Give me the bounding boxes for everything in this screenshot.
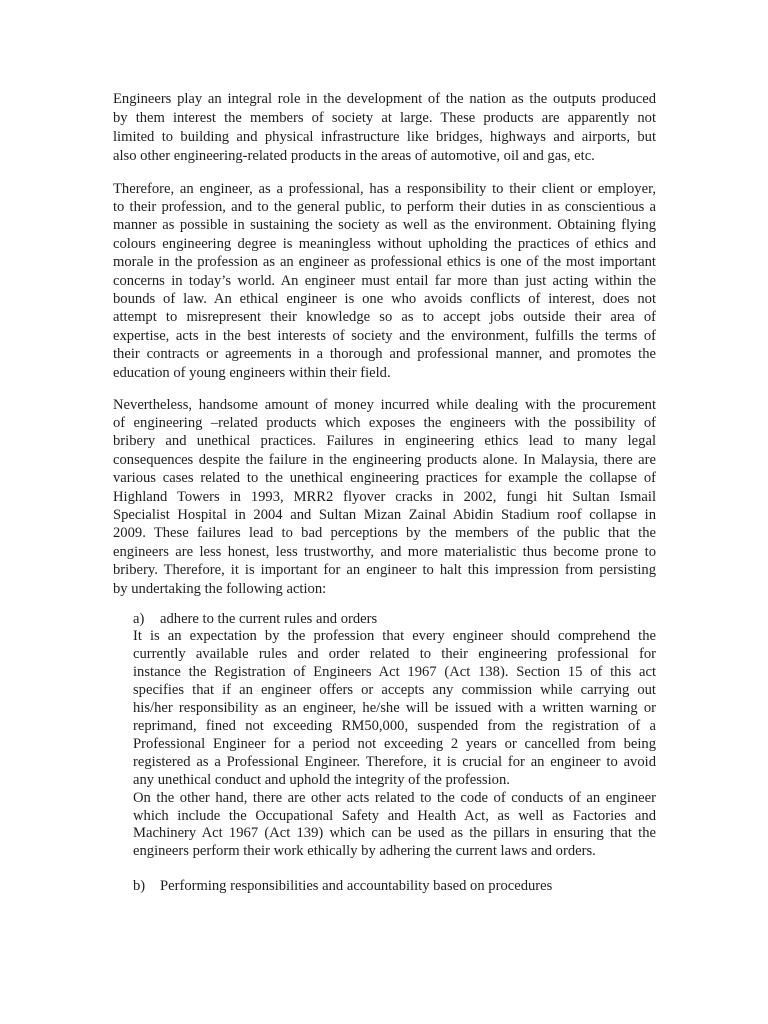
text-line: their contracts or agreements in a thorough and professional manner, and promotes the <box>113 346 656 363</box>
text-line: bribery. Therefore, it is important for an engineer to halt this impression from persisting <box>113 562 656 579</box>
paragraph-intro <box>113 90 656 166</box>
list-heading-a: adhere to the current rules and orders <box>160 611 378 627</box>
text-line: On the other hand, there are other acts related to the code of conducts of an engineer <box>133 789 656 806</box>
text-line: consequences despite the failure in the engineering products alone. In Malaysia, there are <box>113 451 656 468</box>
text-line: morale in the profession as an engineer as professional ethics is one of the most important <box>113 254 656 271</box>
text-line: engineers are less honest, less trustworthy, and more materialistic thus become prone to <box>113 543 656 560</box>
text-line: Highland Towers in 1993, MRR2 flyover cracks in 2002, fungi hit Sultan Ismail <box>113 488 656 505</box>
text-line: bribery and unethical practices. Failures in engineering ethics lead to many legal <box>113 433 656 450</box>
text-line: It is an expectation by the profession that every engineer should comprehend the <box>133 628 656 644</box>
text-line: Machinery Act 1967 (Act 139) which can be used as the pillars in ensuring that the <box>133 825 656 842</box>
list-item-a <box>133 610 377 628</box>
text-line: of engineering –related products which exposes the engineers with the possibility of <box>113 414 656 431</box>
list-item-b <box>133 877 552 895</box>
text-line: which include the Occupational Safety and Health Act, as well as Factories and <box>133 807 656 824</box>
text-line: 2009. These failures lead to bad perceptions by the members of the public that the <box>113 525 656 542</box>
text-line: by undertaking the following action: <box>113 580 327 597</box>
paragraph-rules-and-orders <box>133 628 656 861</box>
text-line: his/her responsibility as an engineer, he/she will be issued with a written warning or <box>133 699 656 716</box>
text-line: limited to building and physical infrastructure like bridges, highways and airports, but <box>113 129 656 145</box>
text-line: Professional Engineer for a period not exceeding 2 years or cancelled from being <box>133 735 656 752</box>
text-line: by them interest the members of society at large. These products are apparently not <box>113 110 656 126</box>
text-line: any unethical conduct and uphold the integrity of the profession. <box>133 771 510 788</box>
paragraph-professional-responsibility <box>113 180 656 382</box>
text-line: colours engineering degree is meaningless without upholding the practices of ethics and <box>113 235 656 252</box>
text-line: attempt to misrepresent their knowledge so as to accept jobs outside their area of <box>113 309 656 326</box>
text-line: reprimand, fined not exceeding RM50,000, suspended from the registration of a <box>133 717 656 734</box>
text-line: to their profession, and to the general public, to perform their duties in as conscientious a <box>113 198 656 215</box>
list-label-b: b) <box>133 878 146 894</box>
text-line: expertise, acts in the best interests of society and the environment, fulfills the terms of <box>113 327 656 344</box>
text-line: engineers perform their work ethically by adhering the current laws and orders. <box>133 843 596 860</box>
text-line: currently available rules and order related to their engineering professional for <box>133 645 656 662</box>
text-line: Therefore, an engineer, as a professional, has a responsibility to their client or employer, <box>113 180 656 197</box>
text-line: bounds of law. An ethical engineer is one who avoids conflicts of interest, does not <box>113 290 656 307</box>
text-line: Engineers play an integral role in the development of the nation as the outputs produced <box>113 91 656 107</box>
text-line: Specialist Hospital in 2004 and Sultan Mizan Zainal Abidin Stadium roof collapse in <box>113 506 656 523</box>
paragraph-failures-malaysia <box>113 396 656 598</box>
list-label-a: a) <box>133 611 145 627</box>
text-line: concerns in today’s world. An engineer must entail far more than just acting within the <box>113 272 656 289</box>
text-line: also other engineering-related products in the areas of automotive, oil and gas, etc. <box>113 148 595 164</box>
list-heading-b: Performing responsibilities and accountability based on procedures <box>160 878 553 894</box>
text-line: Nevertheless, handsome amount of money incurred while dealing with the procurement <box>113 396 656 413</box>
text-line: manner as possible in sustaining the society as well as the environment. Obtaining flying <box>113 217 656 234</box>
text-line: specifies that if an engineer offers or accepts any commission while carrying out <box>133 681 656 698</box>
text-line: registered as a Professional Engineer. Therefore, it is crucial for an engineer to avoid <box>133 753 656 770</box>
text-line: various cases related to the unethical engineering practices for example the collapse of <box>113 470 656 487</box>
text-line: instance the Registration of Engineers Act 1967 (Act 138). Section 15 of this act <box>133 663 656 680</box>
text-line: education of young engineers within their field. <box>113 364 391 381</box>
